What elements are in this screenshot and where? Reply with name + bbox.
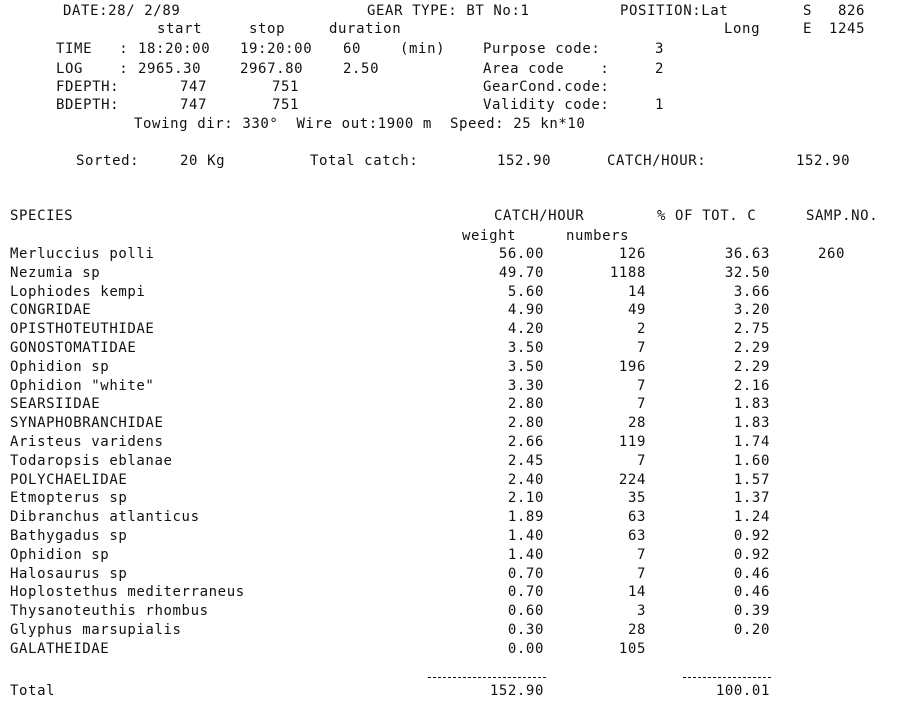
numbers-value: 105 <box>618 641 646 657</box>
weight-value: 5.60 <box>507 284 544 300</box>
weight-value: 56.00 <box>498 246 544 262</box>
weight-value: 0.70 <box>507 566 544 582</box>
numbers-value: 35 <box>627 490 646 506</box>
gear-type-text: GEAR TYPE: BT No:1 <box>367 3 530 19</box>
species-name: Hoplostethus mediterraneus <box>10 584 245 600</box>
numbers-value: 2 <box>636 321 646 337</box>
sample-number-column-header: SAMP.NO. <box>806 208 879 224</box>
long-label: Long <box>724 21 761 37</box>
numbers-value: 3 <box>636 603 646 619</box>
time-start: 18:20:00 <box>138 41 211 57</box>
sample-number-value: 260 <box>818 246 846 262</box>
time-unit: (min) <box>400 41 446 57</box>
numbers-value: 1188 <box>609 265 646 281</box>
weight-value: 2.80 <box>507 396 544 412</box>
numbers-value: 7 <box>636 378 646 394</box>
sorted-value: 20 Kg <box>180 153 226 169</box>
area-value: 2 <box>655 61 665 77</box>
species-name: Glyphus marsupialis <box>10 622 182 638</box>
fdepth-stop: 751 <box>272 79 300 95</box>
percent-value: 1.83 <box>733 415 770 431</box>
species-name: POLYCHAELIDAE <box>10 472 128 488</box>
time-stop: 19:20:00 <box>240 41 313 57</box>
percent-value: 1.83 <box>733 396 770 412</box>
log-stop: 2967.80 <box>240 61 304 77</box>
percent-value: 2.16 <box>733 378 770 394</box>
percent-value: 0.46 <box>733 566 770 582</box>
percent-value: 2.75 <box>733 321 770 337</box>
weight-value: 2.10 <box>507 490 544 506</box>
numbers-subheader: numbers <box>566 228 630 244</box>
weight-value: 0.60 <box>507 603 544 619</box>
weight-value: 2.66 <box>507 434 544 450</box>
percent-value: 0.46 <box>733 584 770 600</box>
date-text: DATE:28/ 2/89 <box>63 3 181 19</box>
species-name: SEARSIIDAE <box>10 396 101 412</box>
percent-value: 0.39 <box>733 603 770 619</box>
total-percent: 100.01 <box>715 683 770 699</box>
percent-value: 1.57 <box>733 472 770 488</box>
numbers-value: 119 <box>618 434 646 450</box>
percent-value: 2.29 <box>733 340 770 356</box>
long-value: 1245 <box>829 21 866 37</box>
weight-value: 2.45 <box>507 453 544 469</box>
numbers-value: 196 <box>618 359 646 375</box>
species-name: Ophidion sp <box>10 359 110 375</box>
area-label: Area code : <box>483 61 610 77</box>
catch-hour-value: 152.90 <box>796 153 851 169</box>
numbers-value: 49 <box>627 302 646 318</box>
species-name: GONOSTOMATIDAE <box>10 340 137 356</box>
species-name: CONGRIDAE <box>10 302 92 318</box>
weight-value: 1.40 <box>507 528 544 544</box>
sorted-label: Sorted: <box>76 153 140 169</box>
species-name: GALATHEIDAE <box>10 641 110 657</box>
species-name: Dibranchus atlanticus <box>10 509 200 525</box>
percent-total-rule <box>683 677 771 678</box>
percent-value: 1.37 <box>733 490 770 506</box>
weight-value: 2.40 <box>507 472 544 488</box>
fdepth-label: FDEPTH: <box>56 79 120 95</box>
total-weight: 152.90 <box>489 683 544 699</box>
species-name: Ophidion sp <box>10 547 110 563</box>
weight-subheader: weight <box>462 228 517 244</box>
purpose-value: 3 <box>655 41 665 57</box>
weight-value: 3.50 <box>507 359 544 375</box>
numbers-value: 224 <box>618 472 646 488</box>
numbers-value: 14 <box>627 584 646 600</box>
lat-hemisphere: S <box>803 3 813 19</box>
weight-value: 4.90 <box>507 302 544 318</box>
long-hemisphere: E <box>803 21 813 37</box>
percent-column-header: % OF TOT. C <box>657 208 757 224</box>
percent-value: 32.50 <box>724 265 770 281</box>
col-start-label: start <box>157 21 203 37</box>
species-name: Thysanoteuthis rhombus <box>10 603 209 619</box>
percent-value: 3.66 <box>733 284 770 300</box>
percent-value: 0.92 <box>733 547 770 563</box>
weight-value: 49.70 <box>498 265 544 281</box>
species-name: OPISTHOTEUTHIDAE <box>10 321 155 337</box>
percent-value: 1.24 <box>733 509 770 525</box>
species-name: Nezumia sp <box>10 265 101 281</box>
numbers-value: 28 <box>627 415 646 431</box>
bdepth-start: 747 <box>180 97 208 113</box>
weight-value: 1.40 <box>507 547 544 563</box>
total-catch-label: Total catch: <box>310 153 419 169</box>
percent-value: 0.92 <box>733 528 770 544</box>
species-column-header: SPECIES <box>10 208 74 224</box>
weight-total-rule <box>428 677 546 678</box>
species-name: SYNAPHOBRANCHIDAE <box>10 415 164 431</box>
log-duration: 2.50 <box>343 61 380 77</box>
weight-value: 2.80 <box>507 415 544 431</box>
species-name: Ophidion "white" <box>10 378 155 394</box>
position-label: POSITION:Lat <box>620 3 729 19</box>
bdepth-label: BDEPTH: <box>56 97 120 113</box>
percent-value: 36.63 <box>724 246 770 262</box>
towing-line: Towing dir: 330° Wire out:1900 m Speed: 25 kn*10 <box>134 116 586 132</box>
time-label: TIME : <box>56 41 129 57</box>
validity-label: Validity code: <box>483 97 610 113</box>
numbers-value: 63 <box>627 528 646 544</box>
weight-value: 1.89 <box>507 509 544 525</box>
species-name: Etmopterus sp <box>10 490 128 506</box>
catch-hour-column-header: CATCH/HOUR <box>494 208 585 224</box>
numbers-value: 7 <box>636 566 646 582</box>
weight-value: 0.30 <box>507 622 544 638</box>
species-name: Lophiodes kempi <box>10 284 146 300</box>
total-label: Total <box>10 683 56 699</box>
weight-value: 0.00 <box>507 641 544 657</box>
fdepth-start: 747 <box>180 79 208 95</box>
total-catch-value: 152.90 <box>497 153 552 169</box>
weight-value: 0.70 <box>507 584 544 600</box>
validity-value: 1 <box>655 97 665 113</box>
weight-value: 3.30 <box>507 378 544 394</box>
log-label: LOG : <box>56 61 129 77</box>
species-name: Bathygadus sp <box>10 528 128 544</box>
percent-value: 2.29 <box>733 359 770 375</box>
col-stop-label: stop <box>249 21 286 37</box>
weight-value: 4.20 <box>507 321 544 337</box>
numbers-value: 7 <box>636 453 646 469</box>
col-duration-label: duration <box>329 21 402 37</box>
weight-value: 3.50 <box>507 340 544 356</box>
log-start: 2965.30 <box>138 61 202 77</box>
species-name: Merluccius polli <box>10 246 155 262</box>
species-name: Todaropsis eblanae <box>10 453 173 469</box>
percent-value: 0.20 <box>733 622 770 638</box>
numbers-value: 126 <box>618 246 646 262</box>
percent-value: 1.74 <box>733 434 770 450</box>
numbers-value: 7 <box>636 547 646 563</box>
lat-value: 826 <box>838 3 866 19</box>
numbers-value: 14 <box>627 284 646 300</box>
numbers-value: 63 <box>627 509 646 525</box>
numbers-value: 7 <box>636 396 646 412</box>
purpose-label: Purpose code: <box>483 41 601 57</box>
species-name: Aristeus varidens <box>10 434 164 450</box>
bdepth-stop: 751 <box>272 97 300 113</box>
numbers-value: 7 <box>636 340 646 356</box>
catch-hour-label: CATCH/HOUR: <box>607 153 707 169</box>
time-duration: 60 <box>343 41 362 57</box>
percent-value: 1.60 <box>733 453 770 469</box>
species-name: Halosaurus sp <box>10 566 128 582</box>
gearcond-label: GearCond.code: <box>483 79 610 95</box>
numbers-value: 28 <box>627 622 646 638</box>
percent-value: 3.20 <box>733 302 770 318</box>
